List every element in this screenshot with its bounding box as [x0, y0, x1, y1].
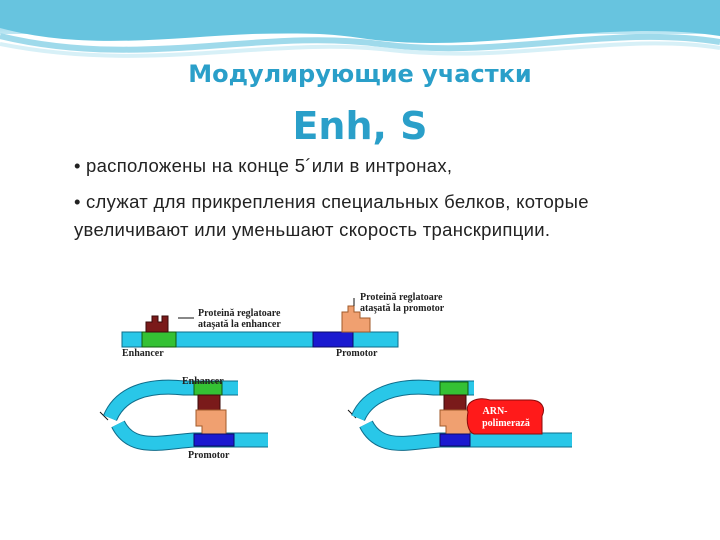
dna-loop-lower [118, 424, 268, 443]
bullet-dot: • [74, 155, 81, 176]
bullet-list [74, 152, 664, 252]
bottom-left-panel [100, 376, 268, 461]
regulatory-protein-enhancer-bottom-left [198, 395, 220, 410]
promotor-region-top [313, 332, 353, 347]
label-protein-enhancer-line1: Proteină reglatoare [198, 308, 281, 319]
bullet-text: расположены на конце 5´или в интронах, [86, 155, 453, 176]
slide-title: Модулирующие участки [188, 60, 532, 88]
label-protein-promotor-line2: ataşată la promotor [360, 303, 445, 314]
label-protein-promotor-line1: Proteină reglatoare [360, 292, 443, 303]
top-panel [122, 292, 445, 359]
regulatory-protein-enhancer-bottom-right [444, 395, 466, 410]
promotor-region-bottom-left [194, 434, 234, 446]
slide-subtitle: Enh, S [292, 104, 428, 148]
enhancer-region-bottom-right [440, 382, 468, 395]
regulatory-protein-enhancer-top [146, 316, 168, 332]
promotor-region-bottom-right [440, 434, 470, 446]
enhancer-promoter-diagram [98, 292, 578, 464]
label-enhancer-top: Enhancer [122, 348, 164, 359]
regulatory-protein-promotor-bottom-right [440, 410, 470, 434]
bullet-text: служат для прикрепления специальных белков, которые увеличивают или уменьшают скорость транскрипции. [74, 191, 589, 240]
bullet-dot: • [74, 191, 81, 212]
label-protein-enhancer-line2: ataşată la enhancer [198, 319, 281, 330]
label-enhancer-bottom: Enhancer [182, 376, 224, 387]
bullet-item [74, 152, 664, 180]
label-promotor-bottom: Promotor [188, 450, 230, 461]
bullet-item [74, 188, 664, 244]
enhancer-region-top [142, 332, 176, 347]
label-promotor-top: Promotor [336, 348, 378, 359]
bottom-right-panel [348, 382, 572, 446]
label-polymerase-line2: polimerază [482, 418, 530, 429]
regulatory-protein-promotor-bottom-left [196, 410, 226, 434]
label-polymerase-line1: ARN- [482, 406, 508, 417]
